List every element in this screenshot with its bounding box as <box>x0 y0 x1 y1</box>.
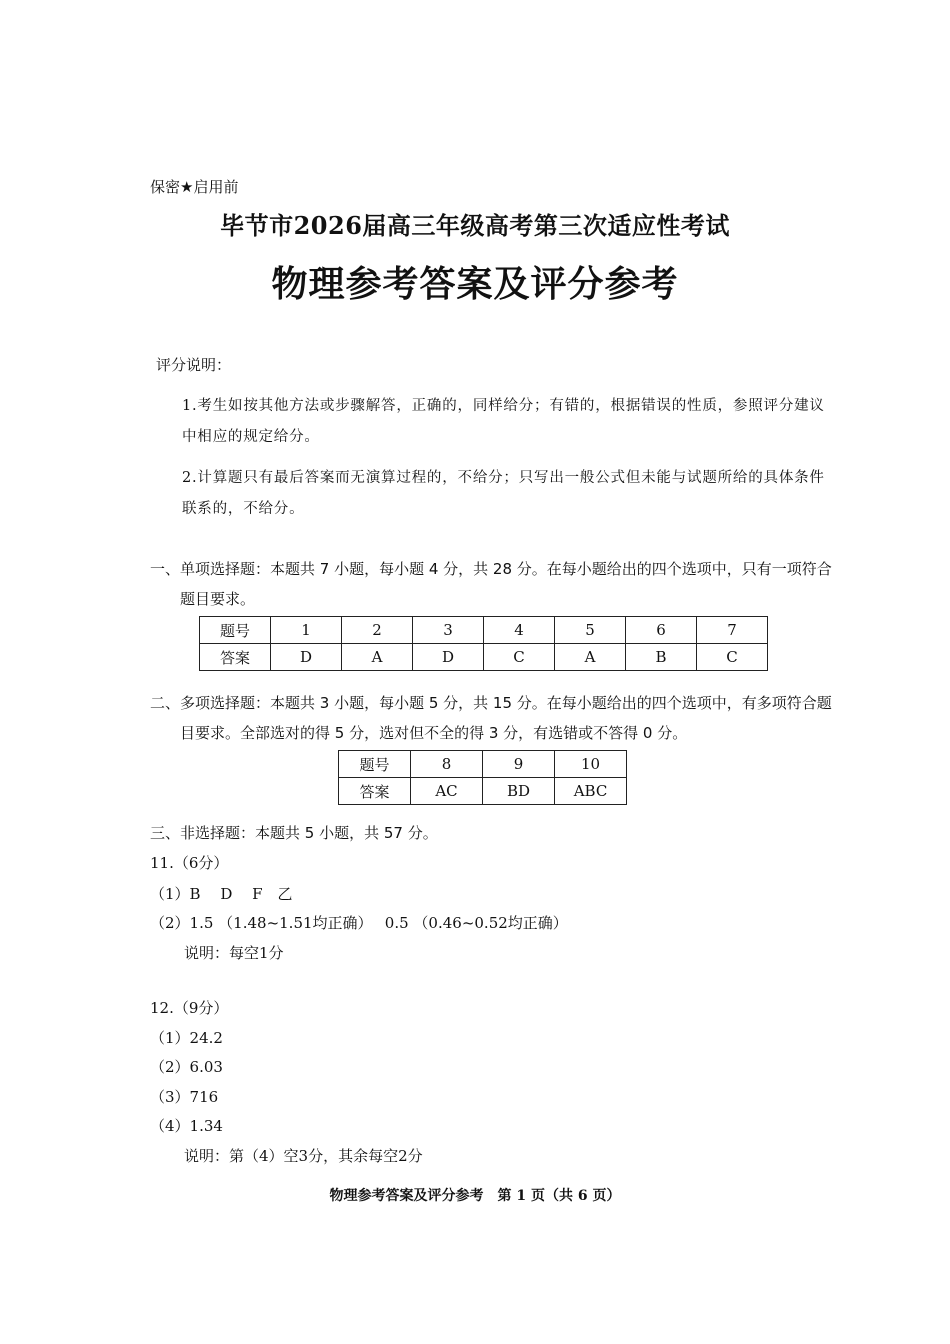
page-footer: 物理参考答案及评分参考 第 1 页（共 6 页） <box>329 1188 621 1204</box>
q12-note: 说明：第（4）空3分，其余每空2分 <box>184 1147 423 1165</box>
section1-instructions: 一、单项选择题：本题共 7 小题，每小题 4 分，共 28 分。在每小题给出的四个选项中，只有一项符合题目要求。 <box>150 560 832 608</box>
section1-answer-table <box>199 616 768 671</box>
answer-cell: C <box>697 644 768 671</box>
question-number: 10 <box>555 751 627 778</box>
section3-instructions: 三、非选择题：本题共 5 小题，共 57 分。 <box>150 824 438 842</box>
question-number: 5 <box>555 617 626 644</box>
scoring-notes-heading: 评分说明： <box>156 356 232 374</box>
question-number-header: 题号 <box>339 751 411 778</box>
confidential-label: 保密★启用前 <box>150 178 239 196</box>
question-number: 3 <box>413 617 484 644</box>
answer-cell: D <box>271 644 342 671</box>
answer-cell: AC <box>411 778 483 805</box>
q12-answer-3: （3）716 <box>150 1088 219 1106</box>
answer-cell: C <box>484 644 555 671</box>
section2-instructions: 二、多项选择题：本题共 3 小题，每小题 5 分，共 15 分。在每小题给出的四个选项中，有多项符合题目要求。全部选对的得 5 分，选对但不全的得 3 分，有选错或不答得 0 分。 <box>150 694 832 742</box>
q12-heading: 12.（9分） <box>150 999 229 1017</box>
answer-cell: ABC <box>555 778 627 805</box>
answer-cell: A <box>342 644 413 671</box>
table-row <box>339 778 627 805</box>
table-row <box>339 751 627 778</box>
exam-title: 毕节市2026届高三年级高考第三次适应性考试 <box>220 211 730 240</box>
q11-note: 说明：每空1分 <box>184 944 284 962</box>
scoring-note-2: 2.计算题只有最后答案而无演算过程的，不给分；只写出一般公式但未能与试题所给的具体条件联系的，不给分。 <box>182 470 825 517</box>
question-number: 7 <box>697 617 768 644</box>
question-number: 8 <box>411 751 483 778</box>
question-number: 2 <box>342 617 413 644</box>
document-title: 物理参考答案及评分参考 <box>271 263 679 305</box>
question-number-header: 题号 <box>200 617 271 644</box>
answer-header: 答案 <box>339 778 411 805</box>
question-number: 1 <box>271 617 342 644</box>
scoring-note-1: 1.考生如按其他方法或步骤解答，正确的，同样给分；有错的，根据错误的性质，参照评分建议中相应的规定给分。 <box>182 398 825 445</box>
question-number: 4 <box>484 617 555 644</box>
answer-cell: D <box>413 644 484 671</box>
section2-answer-table <box>338 750 627 805</box>
answer-header: 答案 <box>200 644 271 671</box>
answer-cell: BD <box>483 778 555 805</box>
q12-answer-2: （2）6.03 <box>150 1058 223 1076</box>
answer-cell: B <box>626 644 697 671</box>
table-row <box>200 644 768 671</box>
question-number: 9 <box>483 751 555 778</box>
q11-answer-1: （1）B D F 乙 <box>150 885 293 903</box>
table-row <box>200 617 768 644</box>
q11-heading: 11.（6分） <box>150 854 229 872</box>
q12-answer-4: （4）1.34 <box>150 1117 223 1135</box>
answer-cell: A <box>555 644 626 671</box>
q12-answer-1: （1）24.2 <box>150 1029 223 1047</box>
question-number: 6 <box>626 617 697 644</box>
q11-answer-2: （2）1.5 （1.48~1.51均正确） 0.5 （0.46~0.52均正确） <box>150 914 568 932</box>
